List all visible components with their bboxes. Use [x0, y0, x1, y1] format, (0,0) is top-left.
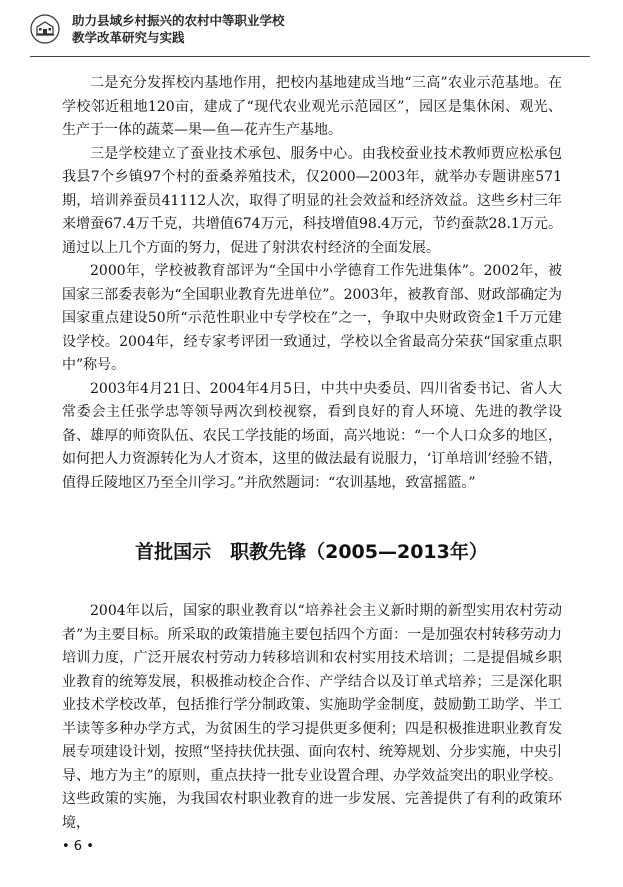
section-text [62, 600, 562, 835]
paragraph: 2004年以后，国家的职业教育以“培养社会主义新时期的新型实用农村劳动者”为主要目标。所采取的政策措施主要包括四个方面：一是加强农村转移劳动力培训力度，广泛开展农村劳动力转移培训和农村实用技术培训；二是提倡城乡职业教育的统筹发展，积极推动校企合作、产学结合以及订单式培养；三是深化职业技术学校改革，包括推行学分制政策、实施助学金制度，鼓励勤工助学、半工半读等多种办学方式，为贫困生的学习提供更多便利；四是积极推进职业教育发展专项建设计划，按照“坚持扶优扶强、面向农村、统筹规划、分步实施，中央引导、地方为主”的原则，重点扶持一批专业设置合理、办学效益突出的职业学校。这些政策的实施，为我国农村职业教育的进一步发展、完善提供了有利的政策环境， [62, 603, 562, 831]
page-number: • 6 • [62, 839, 94, 854]
paragraph: 2000年，学校被教育部评为“全国中小学德育工作先进集体”。2002年，被国家三部委表彰为“全国职业教育先进单位”。2003年，被教育部、财政部确定为国家重点建设50所“示范性职业中专学校在”之一，争取中央财政资金1千万元建设学校。2004年，经专家考评团一致通过，学校以全省最高分荣获“国家重点职中”称号。 [62, 263, 562, 373]
header-title-line1: 助力县域乡村振兴的农村中等职业学校 [72, 13, 285, 28]
main-text [62, 72, 562, 495]
header-title [72, 12, 285, 46]
school-building-icon [30, 14, 60, 44]
header-divider [30, 56, 590, 57]
paragraph: 二是充分发挥校内基地作用，把校内基地建成当地“三高”农业示范基地。在学校邻近租地120亩，建成了“现代农业观光示范园区”，园区是集休闲、观光、生产于一体的蔬菜—果—鱼—花卉生产基地。 [62, 75, 562, 138]
header-title-line2: 教学改革研究与实践 [72, 30, 185, 45]
paragraph: 2003年4月21日、2004年4月5日，中共中央委员、四川省委书记、省人大常委会主任张学忠等领导两次到校视察，看到良好的育人环境、先进的教学设备、雄厚的师资队伍、农民工学技能的场面，高兴地说：“一个人口众多的地区，如何把人力资源转化为人才资本，这里的做法最有说服力，‘订单培训’经验不错，值得丘陵地区乃至全川学习。”并欣然题词：“农训基地，致富摇篮。” [62, 380, 562, 491]
page-header [30, 6, 590, 58]
section-title: 首批国示 职教先锋（2005—2013年） [135, 541, 488, 563]
paragraph: 三是学校建立了蚕业技术承包、服务中心。由我校蚕业技术教师贾应松承包我县7个乡镇97个村的蚕桑养殖技术，仅2000—2003年，就举办专题讲座571期，培训养蚕员41112人次，取得了明显的社会效益和经济效益。这些乡村三年来增蚕67.4万千克，共增值674万元，科技增值98.4万元，节约蚕款28.1万元。通过以上几个方面的努力，促进了射洪农村经济的全面发展。 [62, 145, 562, 256]
